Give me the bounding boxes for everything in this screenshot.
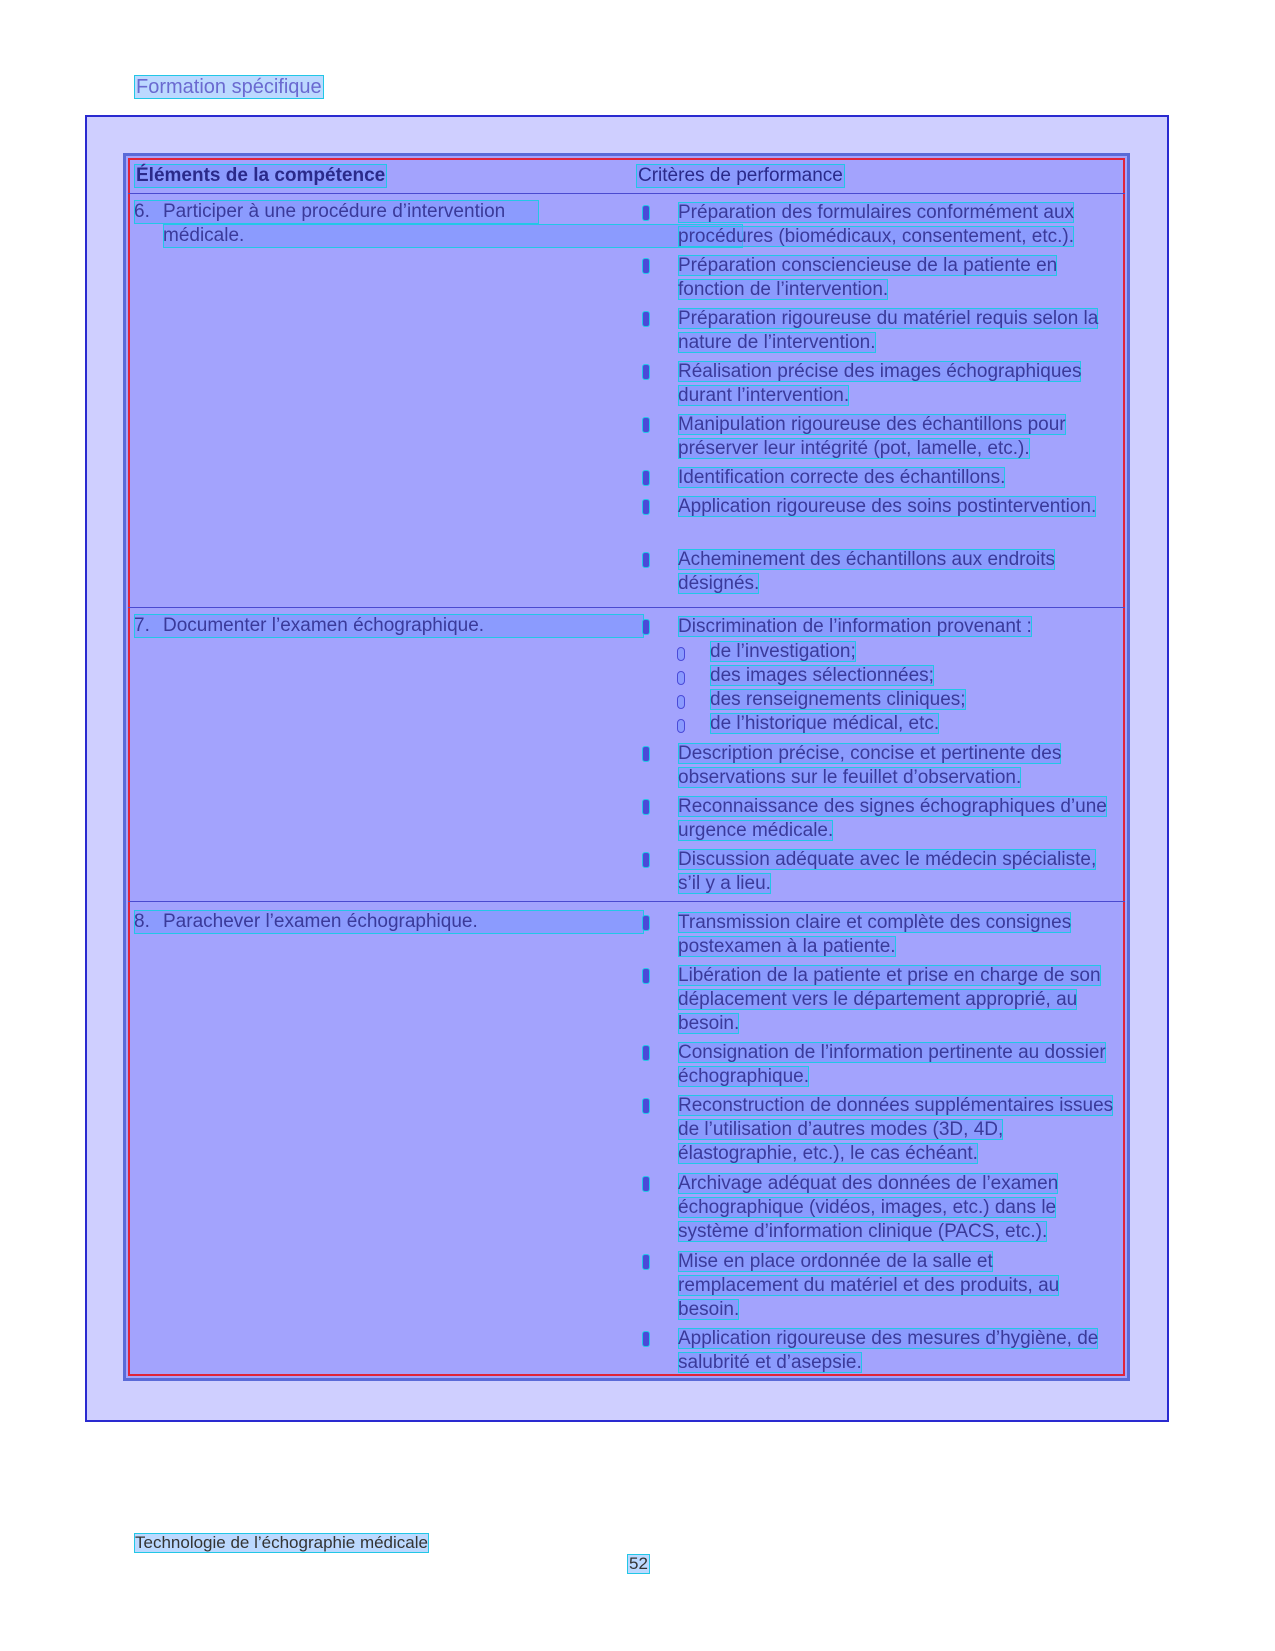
sub-criterion-item: des images sélectionnées; xyxy=(710,665,934,686)
column-header-elements: Éléments de la compétence xyxy=(136,165,386,186)
row-divider xyxy=(128,607,1125,608)
element-6 xyxy=(134,200,554,248)
element-8 xyxy=(134,910,554,934)
element-number: 7. xyxy=(134,615,150,636)
bullet-icon xyxy=(643,500,649,514)
bullet-icon xyxy=(643,553,649,567)
criterion-item: Mise en place ordonnée de la salle et remplacement du matériel et des produits, au besoin. xyxy=(678,1251,1060,1320)
page-number: 52 xyxy=(629,1554,648,1573)
bullet-icon xyxy=(643,1099,649,1113)
criterion-item: Préparation des formulaires conformément aux procédures (biomédicaux, consentement, etc.). xyxy=(678,202,1075,247)
sub-criterion-item: des renseignements cliniques; xyxy=(710,689,966,710)
criterion-item: Reconnaissance des signes échographiques d’une urgence médicale. xyxy=(678,796,1107,841)
criterion-item: Acheminement des échantillons aux endroits désignés. xyxy=(678,549,1056,594)
criterion-item: Préparation rigoureuse du matériel requis selon la nature de l’intervention. xyxy=(678,308,1099,353)
bullet-icon xyxy=(643,747,649,761)
criterion-item: Discussion adéquate avec le médecin spécialiste, s’il y a lieu. xyxy=(678,849,1097,894)
footer-program-title: Technologie de l’échographie médicale xyxy=(135,1533,428,1552)
criterion-item: Manipulation rigoureuse des échantillons pour préserver leur intégrité (pot, lamelle, etc.). xyxy=(678,414,1066,459)
bullet-icon xyxy=(643,1177,649,1191)
section-title: Formation spécifique xyxy=(136,76,322,98)
header-divider xyxy=(128,193,1125,194)
sub-bullet-icon xyxy=(677,719,685,733)
column-header-criteria: Critères de performance xyxy=(638,165,843,186)
criterion-item: Archivage adéquat des données de l’examen échographique (vidéos, images, etc.) dans le système d’information clinique (PACS, etc.). xyxy=(678,1173,1059,1242)
bullet-icon xyxy=(643,800,649,814)
element-number: 6. xyxy=(134,201,150,222)
bullet-icon xyxy=(643,1046,649,1060)
bullet-icon xyxy=(643,853,649,867)
element-number: 8. xyxy=(134,911,150,932)
bullet-icon xyxy=(643,969,649,983)
criterion-item: Libération de la patiente et prise en charge de son déplacement vers le département approprié, au besoin. xyxy=(678,965,1101,1034)
criterion-item: Préparation consciencieuse de la patiente en fonction de l’intervention. xyxy=(678,255,1058,300)
criterion-item: Transmission claire et complète des consignes postexamen à la patiente. xyxy=(678,912,1072,957)
bullet-icon xyxy=(643,620,649,634)
criterion-item: Réalisation précise des images échographiques durant l’intervention. xyxy=(678,361,1082,406)
bullet-icon xyxy=(643,1255,649,1269)
bullet-icon xyxy=(643,418,649,432)
bullet-icon xyxy=(643,259,649,273)
sub-bullet-icon xyxy=(677,647,685,661)
bullet-icon xyxy=(643,312,649,326)
bullet-icon xyxy=(643,206,649,220)
criterion-item: Application rigoureuse des mesures d’hygiène, de salubrité et d’asepsie. xyxy=(678,1328,1099,1373)
bullet-icon xyxy=(643,916,649,930)
criterion-item: Identification correcte des échantillons. xyxy=(678,467,1006,488)
criterion-item: Description précise, concise et pertinente des observations sur le feuillet d’observation. xyxy=(678,743,1062,788)
row-divider xyxy=(128,901,1125,902)
element-text: Participer à une procédure d’intervention médicale. xyxy=(163,201,506,246)
element-text: Documenter l’examen échographique. xyxy=(163,615,485,636)
element-7 xyxy=(134,614,554,638)
criterion-item: Discrimination de l’information provenant : xyxy=(678,616,1032,637)
sub-criterion-item: de l’historique médical, etc. xyxy=(710,713,940,734)
bullet-icon xyxy=(643,1332,649,1346)
sub-criterion-item: de l’investigation; xyxy=(710,641,856,662)
bullet-icon xyxy=(643,365,649,379)
criterion-item: Consignation de l’information pertinente au dossier échographique. xyxy=(678,1042,1106,1087)
element-text: Parachever l’examen échographique. xyxy=(163,911,478,932)
bullet-icon xyxy=(643,471,649,485)
criterion-item: Reconstruction de données supplémentaires issues de l’utilisation d’autres modes (3D, 4D, élastographie, etc.), le cas échéant. xyxy=(678,1095,1114,1164)
sub-bullet-icon xyxy=(677,695,685,709)
criterion-item: Application rigoureuse des soins postintervention. xyxy=(678,496,1097,517)
sub-bullet-icon xyxy=(677,671,685,685)
